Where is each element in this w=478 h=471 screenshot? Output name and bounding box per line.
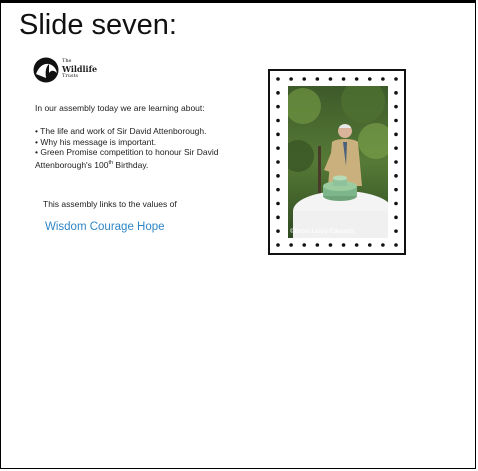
border-dot [276, 77, 280, 81]
border-dot [276, 146, 280, 150]
border-dot [394, 243, 398, 247]
border-dot [276, 133, 280, 137]
photo-frame [268, 69, 406, 255]
border-dot [394, 91, 398, 95]
border-dot [394, 229, 398, 233]
border-dot [394, 216, 398, 220]
border-dot [394, 133, 398, 137]
attenborough-photo [288, 86, 388, 238]
border-dot [302, 243, 306, 247]
values-intro: This assembly links to the values of [43, 199, 177, 209]
border-dot [394, 160, 398, 164]
bullet-item: • Green Promise competition to honour Sir David [35, 147, 219, 157]
slide-title: Slide seven: [19, 9, 177, 41]
border-dot [394, 105, 398, 109]
border-dot [394, 202, 398, 206]
border-dot [316, 243, 320, 247]
border-dot [342, 77, 346, 81]
border-dot [289, 77, 293, 81]
badger-logo-icon [33, 57, 59, 83]
bullet-item: • Why his message is important. [35, 136, 157, 147]
border-dot [276, 216, 280, 220]
border-dot [276, 160, 280, 164]
border-dot [316, 77, 320, 81]
border-dot [276, 119, 280, 123]
border-dot [329, 77, 333, 81]
border-dot [355, 77, 359, 81]
intro-text: In our assembly today we are learning about: [35, 103, 205, 113]
logo-wordmark: The Wildlife Trusts [62, 58, 98, 79]
border-dot [276, 188, 280, 192]
border-dot [276, 91, 280, 95]
border-dot [302, 77, 306, 81]
bullet-continuation: Attenborough's 100th Birthday. [35, 159, 149, 170]
border-dot [276, 229, 280, 233]
border-dot [276, 202, 280, 206]
values-text: Wisdom Courage Hope [45, 221, 165, 233]
photo-image [288, 86, 388, 238]
border-dot [289, 243, 293, 247]
border-dot [355, 243, 359, 247]
border-dot [394, 146, 398, 150]
border-dot [276, 105, 280, 109]
border-dot [394, 188, 398, 192]
photo-credit: ©Broni Lloyd-Edwards [290, 228, 355, 235]
border-dot [394, 174, 398, 178]
border-dot [394, 77, 398, 81]
border-dot [381, 243, 385, 247]
wildlife-trusts-logo [33, 57, 113, 83]
border-dot [276, 243, 280, 247]
border-dot [329, 243, 333, 247]
learning-points [35, 126, 285, 170]
border-dot [276, 174, 280, 178]
border-dot [368, 243, 372, 247]
border-dot [394, 119, 398, 123]
border-dot [368, 77, 372, 81]
bullet-item: • The life and work of Sir David Attenborough. [35, 126, 207, 136]
border-dot [381, 77, 385, 81]
border-dot [342, 243, 346, 247]
